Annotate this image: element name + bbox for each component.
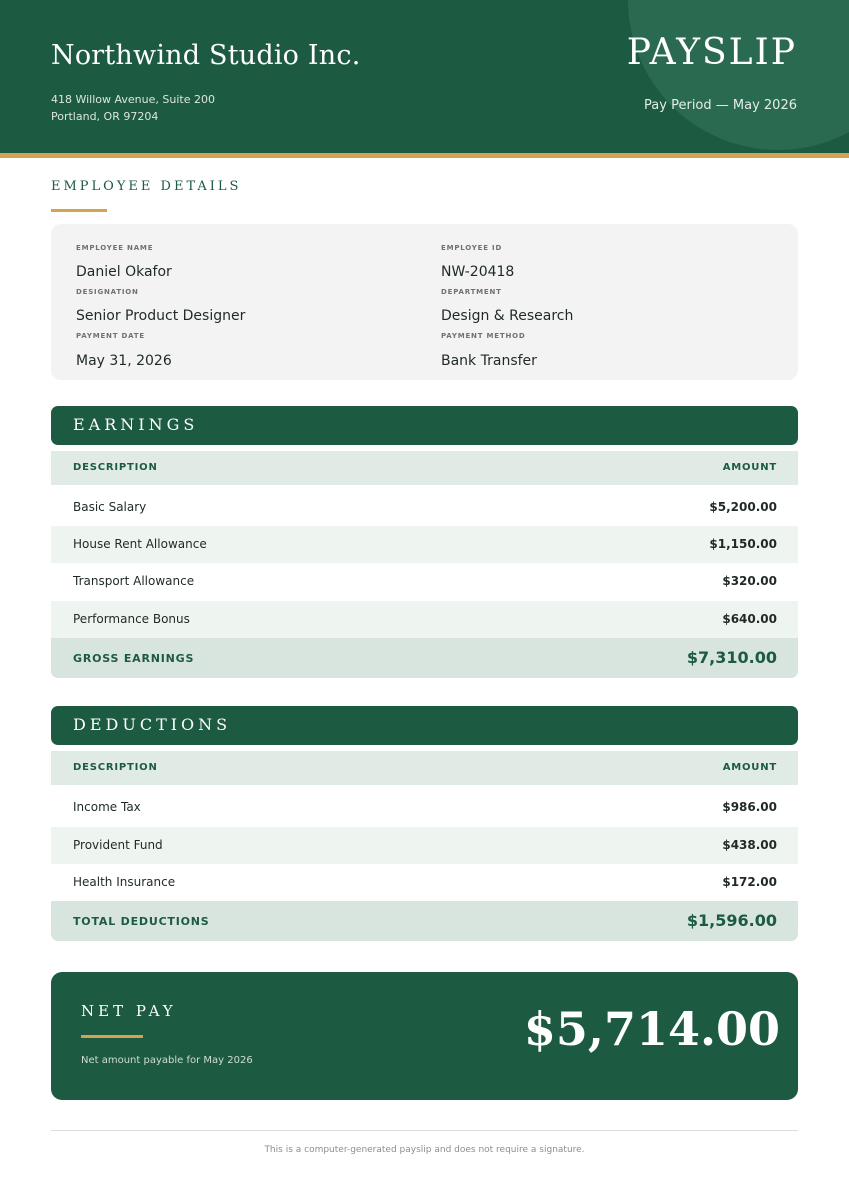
row-description: Transport Allowance: [73, 574, 195, 588]
payment-method-value: Bank Transfer: [441, 353, 537, 369]
payment-date-label: PAYMENT DATE: [76, 332, 145, 340]
table-row: [51, 563, 798, 600]
row-description: Income Tax: [73, 800, 141, 814]
earnings-col-description: DESCRIPTION: [73, 462, 158, 473]
row-amount: $640.00: [722, 612, 777, 626]
earnings-section-header: [51, 406, 798, 445]
row-description: Performance Bonus: [73, 612, 190, 626]
row-description: Basic Salary: [73, 500, 147, 514]
gross-earnings-row: [51, 638, 798, 678]
row-amount: $320.00: [722, 574, 777, 588]
decorative-circle: [628, 0, 849, 150]
net-pay-label: NET PAY: [81, 1002, 177, 1020]
header-accent-bar: [0, 153, 849, 158]
gross-earnings-label: GROSS EARNINGS: [73, 652, 195, 665]
net-pay-subtitle: Net amount payable for May 2026: [81, 1055, 253, 1066]
employee-name-label: EMPLOYEE NAME: [76, 244, 154, 252]
earnings-table-header: [51, 451, 798, 485]
deductions-table-header: [51, 751, 798, 785]
payment-date-value: May 31, 2026: [76, 353, 172, 369]
employee-details-card: [51, 224, 798, 380]
deductions-section-header: [51, 706, 798, 745]
department-value: Design & Research: [441, 308, 574, 324]
row-amount: $1,150.00: [709, 537, 777, 551]
row-description: House Rent Allowance: [73, 537, 207, 551]
footer-note: This is a computer-generated payslip and does not require a signature.: [264, 1145, 585, 1155]
company-address-line1: 418 Willow Avenue, Suite 200: [51, 93, 215, 106]
row-description: Health Insurance: [73, 875, 176, 889]
employee-details-title: EMPLOYEE DETAILS: [51, 179, 242, 194]
pay-period: Pay Period — May 2026: [644, 98, 797, 113]
designation-value: Senior Product Designer: [76, 308, 246, 324]
net-pay-underline: [81, 1035, 143, 1038]
employee-id-label: EMPLOYEE ID: [441, 244, 503, 252]
table-row: [51, 789, 798, 826]
payslip-header: [0, 0, 849, 153]
total-deductions-row: [51, 901, 798, 941]
document-title: PAYSLIP: [626, 32, 797, 73]
section-underline: [51, 209, 107, 212]
department-label: DEPARTMENT: [441, 288, 502, 296]
total-deductions-label: TOTAL DEDUCTIONS: [73, 915, 210, 928]
gross-earnings-value: $7,310.00: [686, 648, 777, 667]
table-row: [51, 827, 798, 864]
footer-divider: [51, 1130, 798, 1131]
deductions-col-description: DESCRIPTION: [73, 762, 158, 773]
table-row: [51, 526, 798, 563]
net-pay-value: $5,714.00: [523, 1002, 780, 1056]
row-amount: $438.00: [722, 838, 777, 852]
row-amount: $172.00: [722, 875, 777, 889]
table-row: [51, 489, 798, 526]
designation-label: DESIGNATION: [76, 288, 139, 296]
row-description: Provident Fund: [73, 838, 163, 852]
table-row: [51, 864, 798, 901]
employee-id-value: NW-20418: [441, 264, 515, 280]
table-row: [51, 601, 798, 638]
deductions-col-amount: AMOUNT: [722, 762, 777, 773]
earnings-col-amount: AMOUNT: [722, 462, 777, 473]
deductions-title: DEDUCTIONS: [73, 715, 232, 734]
row-amount: $5,200.00: [709, 500, 777, 514]
total-deductions-value: $1,596.00: [686, 911, 777, 930]
payment-method-label: PAYMENT METHOD: [441, 332, 526, 340]
company-address-line2: Portland, OR 97204: [51, 110, 159, 123]
company-name: Northwind Studio Inc.: [51, 40, 361, 71]
net-pay-card: [51, 972, 798, 1100]
row-amount: $986.00: [722, 800, 777, 814]
employee-name-value: Daniel Okafor: [76, 264, 172, 280]
earnings-title: EARNINGS: [73, 415, 199, 434]
